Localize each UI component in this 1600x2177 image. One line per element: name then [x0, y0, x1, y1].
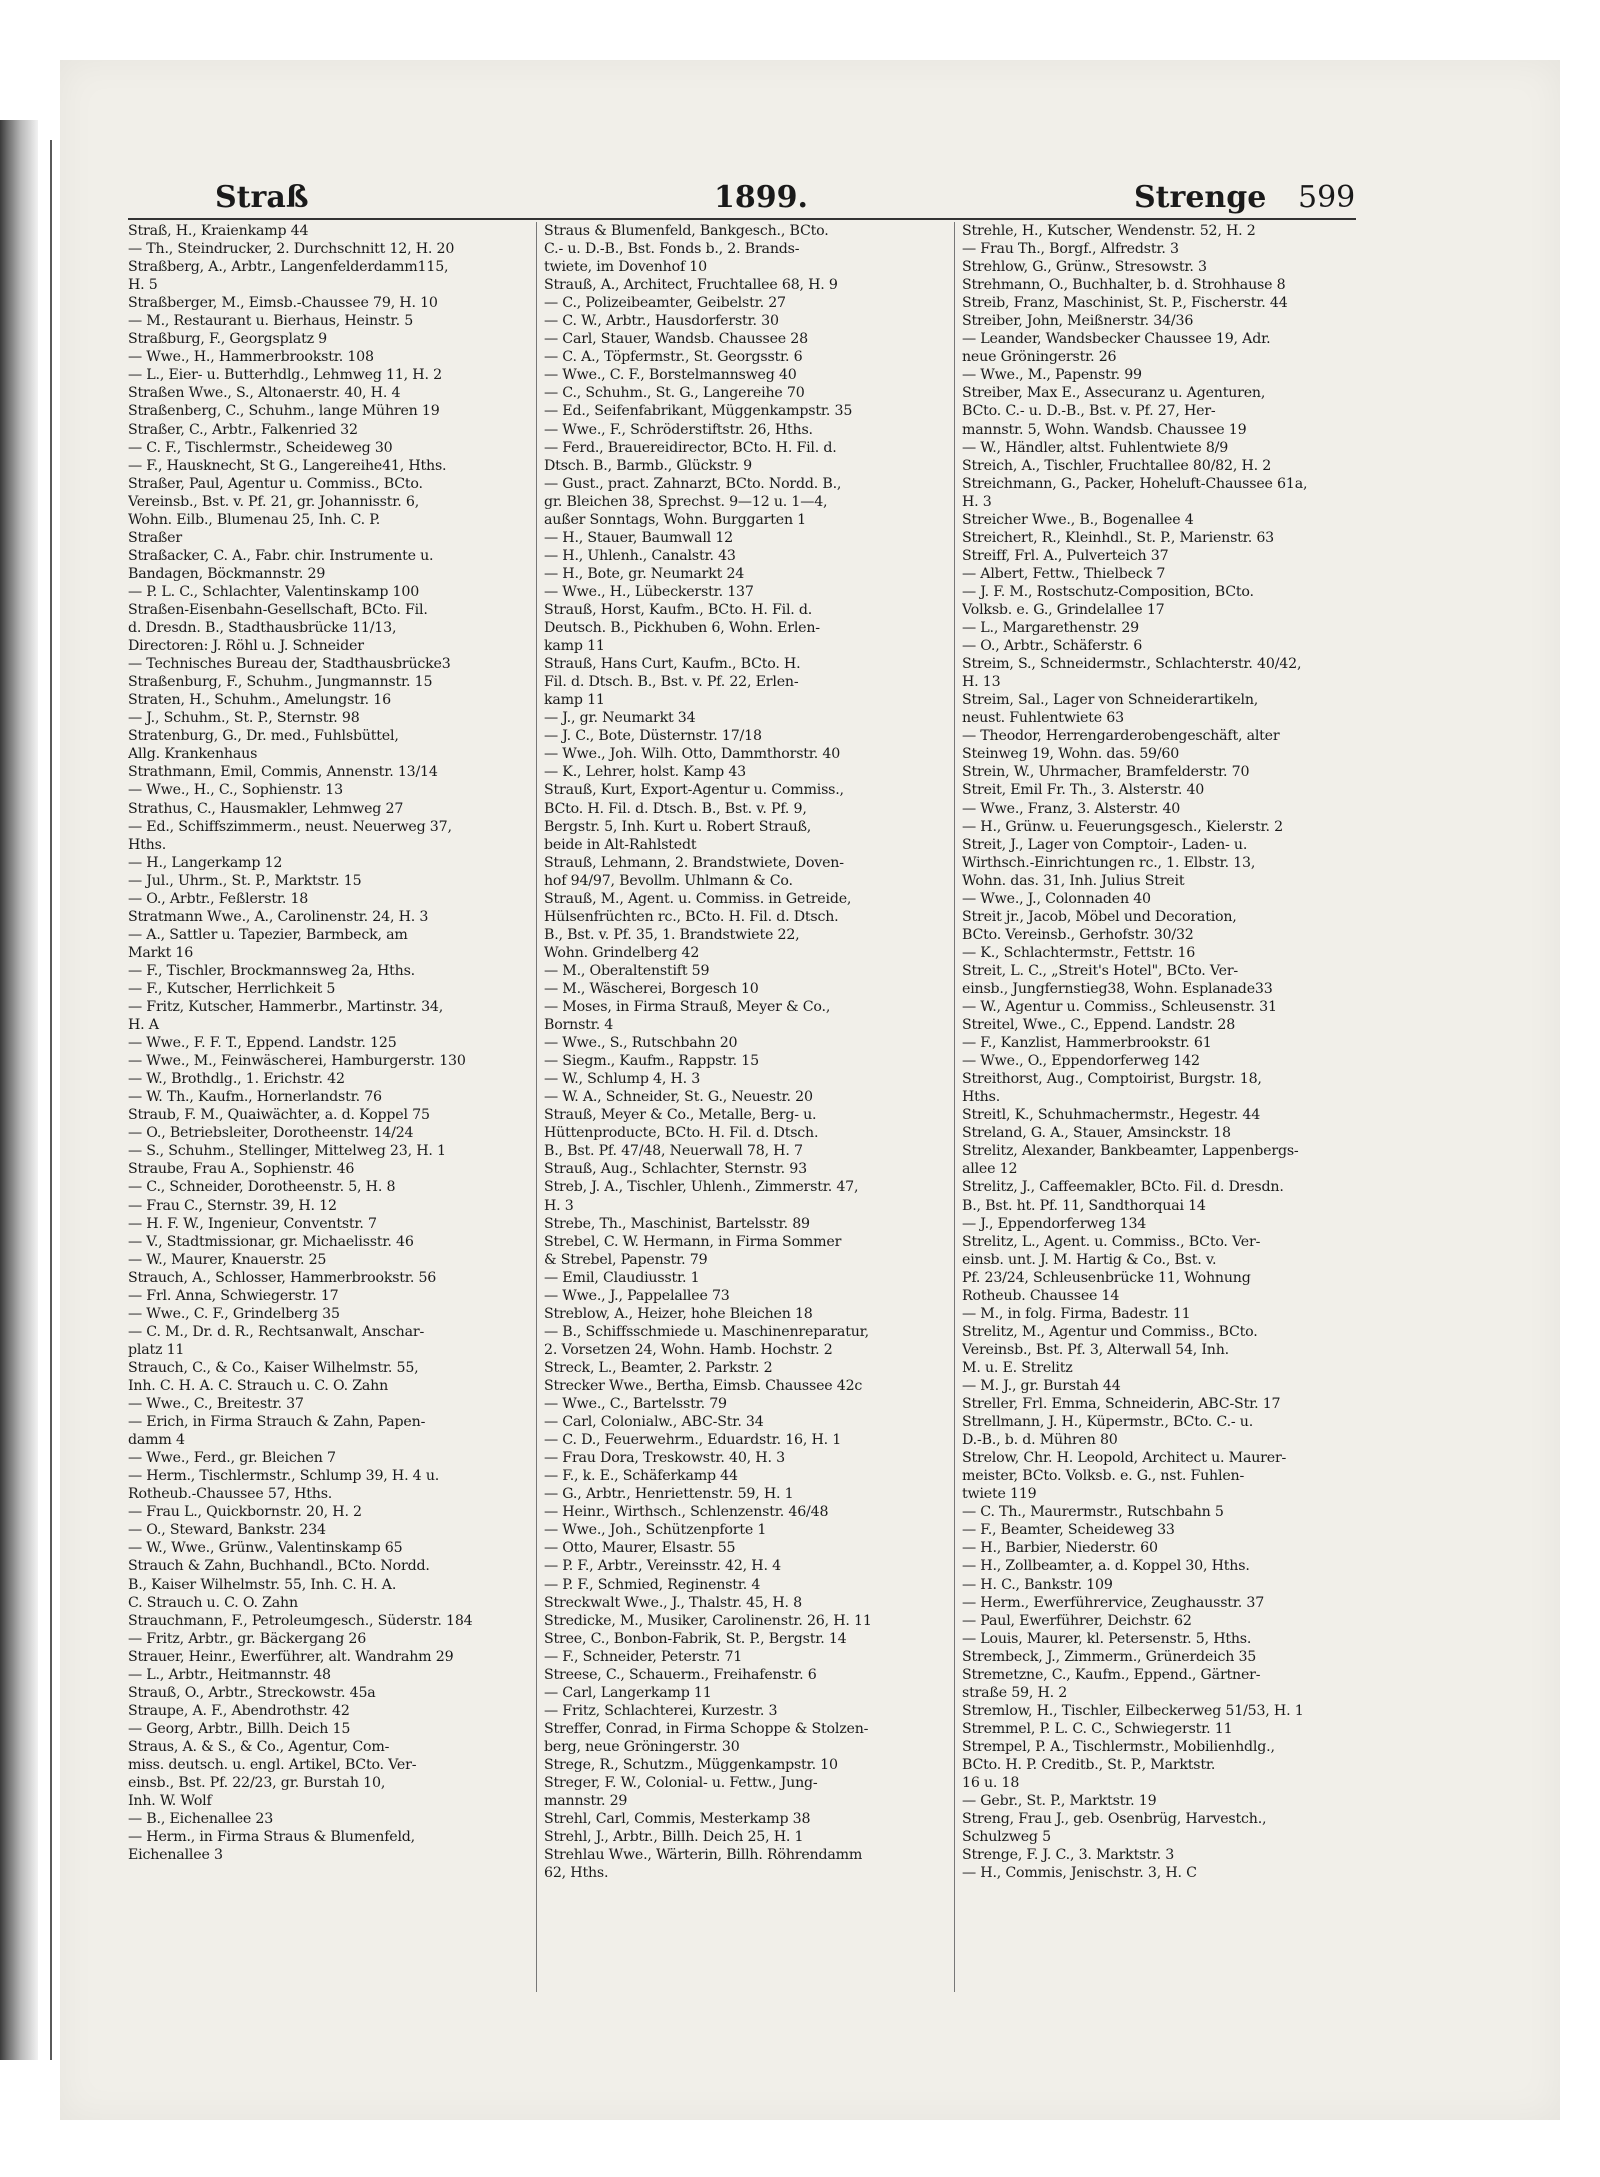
directory-entry-line: hof 94/97, Bevollm. Uhlmann & Co. [544, 872, 793, 889]
directory-entry-line: B., Kaiser Wilhelmstr. 55, Inh. C. H. A. [128, 1576, 397, 1593]
directory-entry-line: Straus, A. & S., & Co., Agentur, Com- [128, 1738, 390, 1755]
directory-entry-line: Inh. W. Wolf [128, 1793, 212, 1810]
directory-entry-line: — H., Barbier, Niederstr. 60 [962, 1540, 1158, 1557]
directory-entry-line: — K., Lehrer, holst. Kamp 43 [544, 764, 746, 781]
directory-entry-line: — W., Schlump 4, H. 3 [544, 1071, 701, 1088]
directory-entry-line: Streitel, Wwe., C., Eppend. Landstr. 28 [962, 1017, 1236, 1034]
directory-entry-line: — Carl, Colonialw., ABC-Str. 34 [544, 1414, 764, 1431]
directory-entry-line: Strehle, H., Kutscher, Wendenstr. 52, H. 2 [962, 223, 1256, 239]
directory-entry-line: berg, neue Gröningerstr. 30 [544, 1738, 740, 1755]
directory-entry-line: — Emil, Claudiusstr. 1 [544, 1269, 700, 1286]
directory-entry-line: — C. W., Arbtr., Hausdorferstr. 30 [544, 313, 779, 330]
directory-entry-line: — W. Th., Kaufm., Hornerlandstr. 76 [128, 1089, 382, 1106]
directory-entry-line: Pf. 23/24, Schleusenbrücke 11, Wohnung [962, 1269, 1251, 1286]
directory-entry-line: — Wwe., H., Hammerbrookstr. 108 [128, 349, 374, 366]
directory-entry-line: — B., Eichenallee 23 [128, 1811, 274, 1828]
binding-shadow [50, 140, 52, 2060]
directory-entry-line: Strelow, Chr. H. Leopold, Architect u. Maurer- [962, 1450, 1287, 1467]
directory-entry-line: — M. J., gr. Burstah 44 [962, 1378, 1121, 1394]
directory-entry-line: — Moses, in Firma Strauß, Meyer & Co., [544, 999, 831, 1016]
directory-entry-line: — P. L. C., Schlachter, Valentinskamp 100 [128, 583, 420, 600]
directory-entry-line: Strein, W., Uhrmacher, Bramfelderstr. 70 [962, 764, 1250, 781]
directory-entry-line: H. 5 [128, 277, 158, 294]
directory-entry-line: neust. Fuhlentwiete 63 [962, 710, 1124, 727]
directory-entry-line: Straub, F. M., Quaiwächter, a. d. Koppel 75 [128, 1107, 430, 1124]
directory-entry-line: — Wwe., C. F., Borstelmannsweg 40 [544, 367, 797, 384]
directory-entry-line: Volksb. e. G., Grindelallee 17 [962, 601, 1165, 618]
directory-column-1 [128, 222, 528, 1992]
directory-entry-line: — W. A., Schneider, St. G., Neuestr. 20 [544, 1089, 813, 1106]
directory-entry-line: Stratmann Wwe., A., Carolinenstr. 24, H. 3 [128, 908, 429, 925]
directory-entry-line: — Wwe., Franz, 3. Alsterstr. 40 [962, 800, 1181, 817]
directory-entry-line: H. 3 [962, 493, 992, 510]
directory-entry-line: BCto. H. P. Creditb., St. P., Marktstr. [962, 1756, 1216, 1773]
directory-entry-line: — F., Kanzlist, Hammerbrookstr. 61 [962, 1035, 1212, 1052]
directory-entry-line: — C., Schuhm., St. G., Langereihe 70 [544, 385, 805, 402]
directory-entry-line: Strehl, Carl, Commis, Mesterkamp 38 [544, 1811, 811, 1828]
directory-entry-line: Streese, C., Schauerm., Freihafenstr. 6 [544, 1666, 817, 1683]
directory-entry-line: — Wwe., H., C., Sophienstr. 13 [128, 782, 343, 799]
directory-entry-line: Strauß, O., Arbtr., Streckowstr. 45a [128, 1684, 376, 1701]
directory-entry-line: — C. F., Tischlermstr., Scheideweg 30 [128, 439, 393, 456]
directory-entry-line: Wohn. Eilb., Blumenau 25, Inh. C. P. [128, 511, 381, 528]
directory-entry-line: Bornstr. 4 [544, 1017, 614, 1034]
directory-entry-line: Stremetzne, C., Kaufm., Eppend., Gärtner- [962, 1666, 1261, 1683]
directory-entry-line: Straube, Frau A., Sophienstr. 46 [128, 1161, 355, 1178]
directory-entry-line: twiete 119 [962, 1486, 1037, 1503]
directory-entry-line: Stremlow, H., Tischler, Eilbeckerweg 51/53, H. 1 [962, 1702, 1304, 1719]
directory-entry-line: — Frau Th., Borgf., Alfredstr. 3 [962, 241, 1179, 258]
directory-entry-line: — Carl, Langerkamp 11 [544, 1684, 712, 1701]
directory-entry-line: gr. Bleichen 38, Sprechst. 9—12 u. 1—4, [544, 493, 828, 510]
directory-entry-line: einsb. unt. J. M. Hartig & Co., Bst. v. [962, 1251, 1217, 1268]
directory-entry-line: — Ed., Seifenfabrikant, Müggenkampstr. 35 [544, 403, 853, 420]
directory-entry-line: 62, Hths. [544, 1865, 609, 1882]
directory-entry-line: — Albert, Fettw., Thielbeck 7 [962, 565, 1166, 582]
directory-entry-line: straße 59, H. 2 [962, 1684, 1068, 1701]
directory-entry-line: — H., Bote, gr. Neumarkt 24 [544, 565, 745, 582]
directory-entry-line: — M., Restaurant u. Bierhaus, Heinstr. 5 [128, 313, 414, 330]
directory-entry-line: — Wwe., F. F. T., Eppend. Landstr. 125 [128, 1035, 397, 1052]
directory-entry-line: B., Bst. ht. Pf. 11, Sandthorquai 14 [962, 1197, 1206, 1214]
directory-entry-line: Streck, L., Beamter, 2. Parkstr. 2 [544, 1359, 773, 1376]
directory-entry-line: Strauß, M., Agent. u. Commiss. in Getreide, [544, 890, 852, 907]
directory-entry-line: BCto. Vereinsb., Gerhofstr. 30/32 [962, 926, 1194, 943]
directory-entry-line: B., Bst. v. Pf. 35, 1. Brandstwiete 22, [544, 926, 800, 943]
directory-entry-line: Rotheub.-Chaussee 57, Hths. [128, 1486, 333, 1503]
directory-entry-line: einsb., Bst. Pf. 22/23, gr. Burstah 10, [128, 1775, 386, 1792]
directory-entry-line: Strauß, Kurt, Export-Agentur u. Commiss., [544, 782, 844, 799]
directory-entry-line: — Herm., in Firma Straus & Blumenfeld, [128, 1829, 415, 1846]
directory-entry-line: Strehlow, G., Grünw., Stresowstr. 3 [962, 259, 1207, 276]
directory-entry-line: — Wwe., O., Eppendorferweg 142 [962, 1053, 1200, 1070]
directory-entry-line: Streim, Sal., Lager von Schneiderartikeln, [962, 692, 1259, 709]
directory-entry-line: Straßer, C., Arbtr., Falkenried 32 [128, 421, 358, 438]
directory-entry-line: — W., Agentur u. Commiss., Schleusenstr. 31 [962, 999, 1277, 1016]
directory-entry-line: — Technisches Bureau der, Stadthausbrücke3 [128, 656, 451, 673]
directory-entry-line: 16 u. 18 [962, 1775, 1020, 1792]
directory-entry-line: — A., Sattler u. Tapezier, Barmbeck, am [128, 926, 408, 943]
directory-entry-line: — Wwe., H., Lübeckerstr. 137 [544, 583, 754, 600]
directory-entry-line: — O., Betriebsleiter, Dorotheenstr. 14/24 [128, 1125, 414, 1142]
directory-entry-line: Straßberg, A., Arbtr., Langenfelderdamm115, [128, 259, 449, 276]
directory-entry-line: — F., Tischler, Brockmannsweg 2a, Hths. [128, 962, 415, 979]
directory-entry-line: BCto. C.- u. D.-B., Bst. v. Pf. 27, Her- [962, 403, 1216, 420]
directory-entry-line: — C. M., Dr. d. R., Rechtsanwalt, Anschar- [128, 1323, 425, 1340]
directory-entry-line: — J., Schuhm., St. P., Sternstr. 98 [128, 710, 360, 727]
directory-entry-line: Strellmann, J. H., Küpermstr., BCto. C.- u. [962, 1414, 1254, 1431]
directory-entry-line: — J., gr. Neumarkt 34 [544, 710, 696, 727]
directory-entry-line: Wirthsch.-Einrichtungen rc., 1. Elbstr. 13, [962, 854, 1256, 871]
directory-entry-line: — F., Beamter, Scheideweg 33 [962, 1522, 1175, 1539]
directory-entry-line: Bandagen, Böckmannstr. 29 [128, 565, 326, 582]
page-header [90, 180, 1356, 215]
header-rule [128, 218, 1356, 220]
directory-entry-line: Straßburg, F., Georgsplatz 9 [128, 331, 328, 348]
directory-entry-line: Streb, J. A., Tischler, Uhlenh., Zimmerstr. 47, [544, 1179, 859, 1196]
directory-entry-line: — Erich, in Firma Strauch & Zahn, Papen- [128, 1414, 426, 1431]
directory-entry-line: — Leander, Wandsbecker Chaussee 19, Adr. [962, 331, 1271, 348]
directory-entry-line: Streim, S., Schneidermstr., Schlachterstr. 40/42, [962, 656, 1302, 673]
directory-entry-line: — Jul., Uhrm., St. P., Marktstr. 15 [128, 872, 362, 889]
directory-entry-line: Streger, F. W., Colonial- u. Fettw., Jung- [544, 1775, 818, 1792]
column-divider [954, 222, 955, 1992]
directory-entry-line: — Carl, Stauer, Wandsb. Chaussee 28 [544, 331, 808, 348]
directory-entry-line: Strauchmann, F., Petroleumgesch., Süderstr. 184 [128, 1612, 473, 1629]
directory-entry-line: meister, BCto. Volksb. e. G., nst. Fuhlen- [962, 1468, 1245, 1485]
directory-entry-line: Strehl, J., Arbtr., Billh. Deich 25, H. 1 [544, 1829, 804, 1846]
directory-entry-line: Straßenburg, F., Schuhm., Jungmannstr. 15 [128, 674, 433, 691]
directory-entry-line: Strenge, F. J. C., 3. Marktstr. 3 [962, 1847, 1175, 1864]
directory-entry-line: — H., Uhlenh., Canalstr. 43 [544, 547, 736, 564]
directory-entry-line: M. u. E. Strelitz [962, 1359, 1073, 1376]
directory-entry-line: D.-B., b. d. Mühren 80 [962, 1432, 1118, 1449]
directory-entry-line: — H., Stauer, Baumwall 12 [544, 529, 733, 546]
directory-entry-line: Strebe, Th., Maschinist, Bartelsstr. 89 [544, 1215, 810, 1232]
directory-entry-line: — Frl. Anna, Schwiegerstr. 17 [128, 1287, 339, 1304]
directory-entry-line: — Wwe., J., Colonnaden 40 [962, 890, 1151, 907]
directory-entry-line: — Gust., pract. Zahnarzt, BCto. Nordd. B., [544, 475, 842, 492]
directory-entry-line: Hths. [962, 1089, 1001, 1106]
directory-entry-line: — O., Steward, Bankstr. 234 [128, 1522, 326, 1539]
directory-entry-line: — C. Th., Maurermstr., Rutschbahn 5 [962, 1504, 1224, 1521]
directory-entry-line: Streithorst, Aug., Comptoirist, Burgstr. 18, [962, 1071, 1262, 1088]
directory-entry-line: — Fritz, Schlachterei, Kurzestr. 3 [544, 1702, 778, 1719]
directory-entry-line: Deutsch. B., Pickhuben 6, Wohn. Erlen- [544, 620, 820, 637]
directory-entry-line: d. Dresdn. B., Stadthausbrücke 11/13, [128, 620, 397, 637]
directory-entry-line: Strauch & Zahn, Buchhandl., BCto. Nordd. [128, 1558, 430, 1575]
directory-entry-line: außer Sonntags, Wohn. Burggarten 1 [544, 511, 807, 528]
directory-entry-line: Strege, R., Schutzm., Müggenkampstr. 10 [544, 1756, 838, 1773]
directory-entry-line: Stratenburg, G., Dr. med., Fuhlsbüttel, [128, 728, 399, 745]
directory-entry-line: allee 12 [962, 1161, 1018, 1178]
directory-entry-line: — H., Langerkamp 12 [128, 854, 283, 871]
directory-entry-line: — Gebr., St. P., Marktstr. 19 [962, 1793, 1157, 1810]
directory-entry-line: — Th., Steindrucker, 2. Durchschnitt 12, H. 20 [128, 241, 455, 258]
directory-entry-line: — Wwe., C., Bartelsstr. 79 [544, 1396, 727, 1413]
directory-entry-line: — Wwe., Ferd., gr. Bleichen 7 [128, 1450, 336, 1467]
directory-entry-line: Strauß, Horst, Kaufm., BCto. H. Fil. d. [544, 601, 813, 618]
directory-entry-line: Straus & Blumenfeld, Bankgesch., BCto. [544, 223, 829, 239]
directory-entry-line: — W., Händler, altst. Fuhlentwiete 8/9 [962, 439, 1229, 456]
directory-entry-line: — Frau L., Quickbornstr. 20, H. 2 [128, 1504, 362, 1521]
directory-entry-line: & Strebel, Papenstr. 79 [544, 1251, 708, 1268]
directory-entry-line: Strauer, Heinr., Ewerführer, alt. Wandrahm 29 [128, 1648, 454, 1665]
directory-entry-line: Stredicke, M., Musiker, Carolinenstr. 26, H. 11 [544, 1612, 872, 1629]
directory-entry-line: — L., Eier- u. Butterhdlg., Lehmweg 11, H. 2 [128, 367, 442, 384]
directory-entry-line: Streiber, Max E., Assecuranz u. Agenturen, [962, 385, 1266, 402]
directory-entry-line: Straßen-Eisenbahn-Gesellschaft, BCto. Fil. [128, 601, 428, 618]
directory-column-3 [962, 222, 1360, 1992]
directory-entry-line: Fil. d. Dtsch. B., Bst. v. Pf. 22, Erlen- [544, 674, 799, 691]
directory-entry-line: — F., Schneider, Peterstr. 71 [544, 1648, 743, 1665]
directory-entry-line: Straß, H., Kraienkamp 44 [128, 223, 309, 239]
directory-entry-line: Streffer, Conrad, in Firma Schoppe & Stolzen- [544, 1720, 869, 1737]
directory-entry-line: — M., in folg. Firma, Badestr. 11 [962, 1305, 1191, 1322]
directory-entry-line: BCto. H. Fil. d. Dtsch. B., Bst. v. Pf. 9, [544, 800, 807, 817]
directory-entry-line: neue Gröningerstr. 26 [962, 349, 1117, 366]
directory-entry-line: — Paul, Ewerführer, Deichstr. 62 [962, 1612, 1192, 1629]
directory-entry-line: — J., Eppendorferweg 134 [962, 1215, 1147, 1232]
directory-entry-line: — Frau Dora, Treskowstr. 40, H. 3 [544, 1450, 785, 1467]
directory-entry-line: Strauß, Aug., Schlachter, Sternstr. 93 [544, 1161, 807, 1178]
directory-entry-line: Strathmann, Emil, Commis, Annenstr. 13/14 [128, 764, 438, 781]
directory-entry-line: — O., Arbtr., Schäferstr. 6 [962, 638, 1143, 655]
directory-entry-line: — Theodor, Herrengarderobengeschäft, alter [962, 728, 1280, 745]
directory-entry-line: Directoren: J. Röhl u. J. Schneider [128, 638, 364, 655]
directory-entry-line: — C. D., Feuerwehrm., Eduardstr. 16, H. 1 [544, 1432, 842, 1449]
directory-entry-line: beide in Alt-Rahlstedt [544, 836, 697, 853]
directory-entry-line: Steinweg 19, Wohn. das. 59/60 [962, 746, 1180, 763]
directory-entry-line: — W., Brothdlg., 1. Erichstr. 42 [128, 1071, 345, 1088]
directory-entry-line: — Wwe., S., Rutschbahn 20 [544, 1035, 738, 1052]
directory-entry-line: Straßberger, M., Eimsb.-Chaussee 79, H. 10 [128, 295, 438, 312]
directory-entry-line: Streit, Emil Fr. Th., 3. Alsterstr. 40 [962, 782, 1205, 799]
directory-entry-line: — F., k. E., Schäferkamp 44 [544, 1468, 738, 1485]
directory-entry-line: Streiff, Frl. A., Pulverteich 37 [962, 547, 1169, 564]
directory-entry-line: Strauß, Hans Curt, Kaufm., BCto. H. [544, 656, 801, 673]
directory-entry-line: Straten, H., Schuhm., Amelungstr. 16 [128, 692, 391, 709]
directory-entry-line: Streit, L. C., „Streit's Hotel", BCto. Ver- [962, 962, 1239, 979]
directory-entry-line: — Fritz, Arbtr., gr. Bäckergang 26 [128, 1630, 367, 1647]
directory-entry-line: Dtsch. B., Barmb., Glückstr. 9 [544, 457, 752, 474]
directory-entry-line: — Otto, Maurer, Elsastr. 55 [544, 1540, 736, 1557]
directory-entry-line: Hülsenfrüchten rc., BCto. H. Fil. d. Dtsch. [544, 908, 839, 925]
directory-entry-line: — S., Schuhm., Stellinger, Mittelweg 23, H. 1 [128, 1143, 446, 1160]
directory-entry-line: Streng, Frau J., geb. Osenbrüg, Harvestch., [962, 1811, 1267, 1828]
directory-entry-line: — Herm., Tischlermstr., Schlump 39, H. 4 u. [128, 1468, 440, 1485]
directory-entry-line: mannstr. 29 [544, 1793, 628, 1810]
directory-entry-line: B., Bst. Pf. 47/48, Neuerwall 78, H. 7 [544, 1143, 803, 1160]
directory-entry-line: — P. F., Arbtr., Vereinsstr. 42, H. 4 [544, 1558, 781, 1575]
directory-entry-line: Stremmel, P. L. C. C., Schwiegerstr. 11 [962, 1720, 1233, 1737]
directory-entry-line: — H., Commis, Jenischstr. 3, H. C [962, 1865, 1197, 1882]
directory-entry-line: Hths. [128, 836, 167, 853]
directory-entry-line: Streit, J., Lager von Comptoir-, Laden- u. [962, 836, 1248, 853]
directory-entry-line: — Heinr., Wirthsch., Schlenzenstr. 46/48 [544, 1504, 829, 1521]
directory-entry-line: — Frau C., Sternstr. 39, H. 12 [128, 1197, 337, 1214]
directory-entry-line: Strelitz, J., Caffeemakler, BCto. Fil. d. Dresdn. [962, 1179, 1284, 1196]
directory-entry-line: — H., Grünw. u. Feuerungsgesch., Kielerstr. 2 [962, 818, 1283, 835]
header-right-catchword: Strenge [1134, 180, 1267, 215]
directory-entry-line: miss. deutsch. u. engl. Artikel, BCto. Ver- [128, 1756, 417, 1773]
directory-entry-line: Streichmann, G., Packer, Hoheluft-Chaussee 61a, [962, 475, 1308, 492]
directory-entry-line: — P. F., Schmied, Reginenstr. 4 [544, 1576, 761, 1593]
directory-entry-line: Strehmann, O., Buchhalter, b. d. Strohhause 8 [962, 277, 1286, 294]
directory-entry-line: — H. F. W., Ingenieur, Conventstr. 7 [128, 1215, 377, 1232]
directory-entry-line: Streland, G. A., Stauer, Amsinckstr. 18 [962, 1125, 1231, 1142]
directory-entry-line: Straßer, Paul, Agentur u. Commiss., BCto. [128, 475, 423, 492]
column-divider [536, 222, 537, 1992]
directory-entry-line: Bergstr. 5, Inh. Kurt u. Robert Strauß, [544, 818, 812, 835]
directory-entry-line: Streblow, A., Heizer, hohe Bleichen 18 [544, 1305, 813, 1322]
directory-entry-line: einsb., Jungfernstieg38, Wohn. Esplanade33 [962, 980, 1273, 997]
directory-entry-line: Streit jr., Jacob, Möbel und Decoration, [962, 908, 1237, 925]
directory-entry-line: — Wwe., Joh. Wilh. Otto, Dammthorstr. 40 [544, 746, 841, 763]
directory-entry-line: Strathus, C., Hausmakler, Lehmweg 27 [128, 800, 404, 817]
directory-entry-line: — Wwe., M., Feinwäscherei, Hamburgerstr. 130 [128, 1053, 466, 1070]
directory-entry-line: Wohn. Grindelberg 42 [544, 944, 700, 961]
directory-entry-line: — Ferd., Brauereidirector, BCto. H. Fil. d. [544, 439, 837, 456]
directory-entry-line: Streib, Franz, Maschinist, St. P., Fischerstr. 44 [962, 295, 1288, 312]
facing-page-edge [0, 120, 38, 2060]
directory-entry-line: Wohn. das. 31, Inh. Julius Streit [962, 872, 1185, 889]
directory-entry-line: Straßen Wwe., S., Altonaerstr. 40, H. 4 [128, 385, 401, 402]
directory-entry-line: — Siegm., Kaufm., Rappstr. 15 [544, 1053, 759, 1070]
directory-entry-line: Schulzweg 5 [962, 1829, 1051, 1846]
directory-entry-line: — G., Arbtr., Henriettenstr. 59, H. 1 [544, 1486, 794, 1503]
directory-entry-line: Allg. Krankenhaus [128, 746, 258, 763]
directory-entry-line: kamp 11 [544, 692, 605, 709]
directory-entry-line: — J. C., Bote, Düsternstr. 17/18 [544, 728, 762, 745]
directory-entry-line: Streichert, R., Kleinhdl., St. P., Marienstr. 63 [962, 529, 1274, 546]
directory-entry-line: — M., Oberaltenstift 59 [544, 962, 710, 979]
header-left-catchword: Straß [215, 180, 309, 215]
directory-column-2 [544, 222, 949, 1992]
directory-entry-line: H. 3 [544, 1197, 574, 1214]
directory-entry-line: Strauch, A., Schlosser, Hammerbrookstr. 56 [128, 1269, 437, 1286]
directory-entry-line: C.- u. D.-B., Bst. Fonds b., 2. Brands- [544, 241, 800, 258]
directory-entry-line: — Wwe., J., Pappelallee 73 [544, 1287, 730, 1304]
directory-entry-line: Streller, Frl. Emma, Schneiderin, ABC-Str. 17 [962, 1396, 1281, 1413]
directory-entry-line: Eichenallee 3 [128, 1847, 223, 1864]
directory-entry-line: — C., Polizeibeamter, Geibelstr. 27 [544, 295, 786, 312]
directory-entry-line: — Wwe., C., Breitestr. 37 [128, 1396, 304, 1413]
header-year: 1899. [714, 180, 808, 215]
directory-entry-line: Streitl, K., Schuhmachermstr., Hegestr. 44 [962, 1107, 1261, 1124]
directory-entry-line: — H. C., Bankstr. 109 [962, 1576, 1113, 1593]
page-number: 599 [1298, 180, 1356, 215]
directory-entry-line: H. 13 [962, 674, 1001, 691]
directory-entry-line: — C. A., Töpfermstr., St. Georgsstr. 6 [544, 349, 803, 366]
directory-entry-line: Strelitz, L., Agent. u. Commiss., BCto. Ver- [962, 1233, 1261, 1250]
directory-entry-line: platz 11 [128, 1341, 185, 1358]
directory-entry-line: damm 4 [128, 1432, 185, 1449]
directory-entry-line: — W., Maurer, Knauerstr. 25 [128, 1251, 327, 1268]
directory-entry-line: Straupe, A. F., Abendrothstr. 42 [128, 1702, 350, 1719]
directory-entry-line: Vereinsb., Bst. Pf. 3, Alterwall 54, Inh. [962, 1341, 1229, 1358]
directory-entry-line: Strauß, A., Architect, Fruchtallee 68, H. 9 [544, 277, 838, 294]
directory-entry-line: — V., Stadtmissionar, gr. Michaelisstr. 46 [128, 1233, 414, 1250]
directory-entry-line: Rotheub. Chaussee 14 [962, 1287, 1120, 1304]
directory-entry-line: — O., Arbtr., Feßlerstr. 18 [128, 890, 309, 907]
directory-entry-line: Vereinsb., Bst. v. Pf. 21, gr. Johannisstr. 6, [128, 493, 420, 510]
directory-entry-line: Streich, A., Tischler, Fruchtallee 80/82, H. 2 [962, 457, 1272, 474]
directory-entry-line: Straßer [128, 529, 182, 546]
directory-entry-line: Strempel, P. A., Tischlermstr., Mobilienhdlg., [962, 1738, 1275, 1755]
directory-entry-line: Streiber, John, Meißnerstr. 34/36 [962, 313, 1194, 330]
directory-entry-line: Straßenberg, C., Schuhm., lange Mühren 19 [128, 403, 440, 420]
directory-entry-line: kamp 11 [544, 638, 605, 655]
directory-entry-line: — Georg, Arbtr., Billh. Deich 15 [128, 1720, 351, 1737]
directory-entry-line: — Louis, Maurer, kl. Petersenstr. 5, Hths. [962, 1630, 1252, 1647]
directory-entry-line: — H., Zollbeamter, a. d. Koppel 30, Hths. [962, 1558, 1250, 1575]
directory-entry-line: — F., Kutscher, Herrlichkeit 5 [128, 980, 336, 997]
directory-entry-line: — B., Schiffsschmiede u. Maschinenreparatur, [544, 1323, 869, 1340]
directory-entry-line: Markt 16 [128, 944, 194, 961]
directory-entry-line: twiete, im Dovenhof 10 [544, 259, 707, 276]
directory-entry-line: — L., Arbtr., Heitmannstr. 48 [128, 1666, 331, 1683]
directory-entry-line: Strauch, C., & Co., Kaiser Wilhelmstr. 55, [128, 1359, 419, 1376]
directory-entry-line: 2. Vorsetzen 24, Wohn. Hamb. Hochstr. 2 [544, 1341, 833, 1358]
directory-entry-line: — C., Schneider, Dorotheenstr. 5, H. 8 [128, 1179, 396, 1196]
directory-entry-line: — J. F. M., Rostschutz-Composition, BCto. [962, 583, 1254, 600]
directory-entry-line: — Herm., Ewerführervice, Zeughausstr. 37 [962, 1594, 1265, 1611]
directory-entry-line: Straßacker, C. A., Fabr. chir. Instrumente u. [128, 547, 434, 564]
directory-entry-line: — Ed., Schiffszimmerm., neust. Neuerweg 37, [128, 818, 452, 835]
directory-entry-line: — Wwe., M., Papenstr. 99 [962, 367, 1142, 384]
directory-entry-line: — L., Margarethenstr. 29 [962, 620, 1139, 637]
directory-entry-line: Streicher Wwe., B., Bogenallee 4 [962, 511, 1194, 528]
directory-entry-line: Strauß, Lehmann, 2. Brandstwiete, Doven- [544, 854, 844, 871]
directory-entry-line: C. Strauch u. C. O. Zahn [128, 1594, 298, 1611]
directory-entry-line: — K., Schlachtermstr., Fettstr. 16 [962, 944, 1196, 961]
directory-entry-line: Strelitz, Alexander, Bankbeamter, Lappenbergs- [962, 1143, 1299, 1160]
directory-entry-line: — Wwe., F., Schröderstiftstr. 26, Hths. [544, 421, 813, 438]
directory-entry-line: Strebel, C. W. Hermann, in Firma Sommer [544, 1233, 842, 1250]
directory-entry-line: — W., Wwe., Grünw., Valentinskamp 65 [128, 1540, 403, 1557]
directory-entry-line: Streckwalt Wwe., J., Thalstr. 45, H. 8 [544, 1594, 802, 1611]
directory-entry-line: — Wwe., C. F., Grindelberg 35 [128, 1305, 340, 1322]
directory-entry-line: Stree, C., Bonbon-Fabrik, St. P., Bergstr. 14 [544, 1630, 847, 1647]
directory-entry-line: Hüttenproducte, BCto. H. Fil. d. Dtsch. [544, 1125, 819, 1142]
directory-entry-line: H. A [128, 1017, 159, 1034]
directory-entry-line: — Wwe., Joh., Schützenpforte 1 [544, 1522, 767, 1539]
directory-entry-line: mannstr. 5, Wohn. Wandsb. Chaussee 19 [962, 421, 1247, 438]
directory-entry-line: Strauß, Meyer & Co., Metalle, Berg- u. [544, 1107, 817, 1124]
directory-entry-line: — Fritz, Kutscher, Hammerbr., Martinstr. 34, [128, 999, 444, 1016]
directory-entry-line: Strehlau Wwe., Wärterin, Billh. Röhrendamm [544, 1847, 863, 1864]
directory-entry-line: Strelitz, M., Agentur und Commiss., BCto. [962, 1323, 1258, 1340]
directory-entry-line: — M., Wäscherei, Borgesch 10 [544, 980, 759, 997]
directory-entry-line: — F., Hausknecht, St G., Langereihe41, Hths. [128, 457, 447, 474]
directory-entry-line: Inh. C. H. A. C. Strauch u. C. O. Zahn [128, 1378, 389, 1394]
directory-entry-line: Strecker Wwe., Bertha, Eimsb. Chaussee 42c [544, 1378, 863, 1394]
directory-entry-line: Strembeck, J., Zimmerm., Grünerdeich 35 [962, 1648, 1257, 1665]
